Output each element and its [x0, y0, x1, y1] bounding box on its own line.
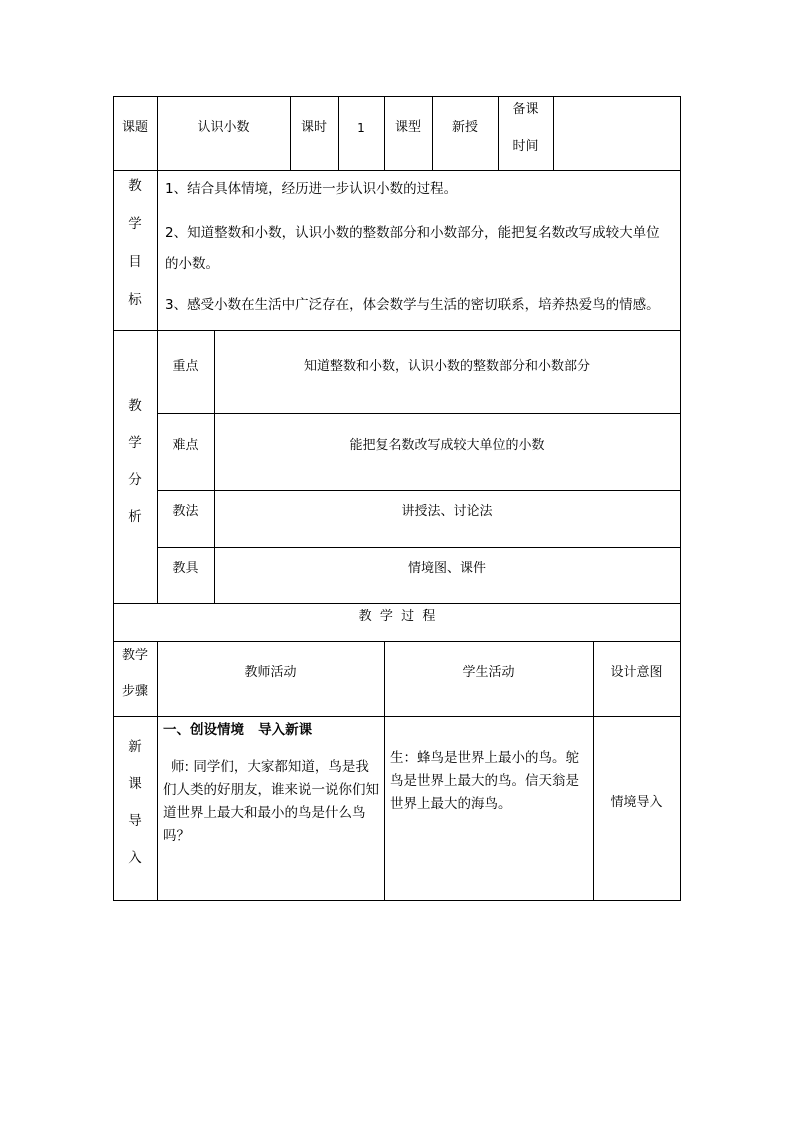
objectives-label-char: 标	[128, 292, 142, 308]
col-divider	[157, 170, 158, 330]
period-label: 课时	[300, 120, 327, 135]
row-divider	[113, 716, 681, 717]
key-point-label: 重点	[172, 359, 199, 374]
col-divider	[553, 96, 554, 170]
row-divider	[113, 170, 681, 171]
row-divider	[113, 330, 681, 331]
analysis-label	[113, 398, 157, 546]
objectives-label-char: 学	[128, 216, 142, 232]
teaching-tools-value: 情境图、课件	[407, 561, 486, 576]
teacher-activity-heading: 一、创设情境 导入新课	[163, 722, 313, 738]
student-activity-header: 学生活动	[462, 665, 515, 680]
type-value: 新授	[451, 120, 478, 135]
teacher-activity-header: 教师活动	[244, 665, 297, 680]
step-char: 课	[128, 776, 142, 792]
objectives-label	[113, 178, 157, 330]
process-title: 教 学 过 程	[358, 609, 436, 624]
design-intent-value: 情境导入	[610, 795, 663, 810]
step-header-line2: 步骤	[121, 684, 148, 699]
analysis-label-char: 析	[128, 509, 142, 525]
analysis-label-char: 教	[128, 398, 142, 414]
step-new-lesson-intro	[113, 739, 157, 887]
step-header-line1: 教学	[121, 648, 148, 663]
teaching-tools-label: 教具	[172, 561, 199, 576]
table-border-top	[113, 96, 681, 97]
prep-time-label-line2: 时间	[512, 139, 539, 154]
subject-value: 认识小数	[197, 120, 250, 135]
table-border-right	[680, 96, 681, 901]
row-divider	[157, 490, 681, 491]
objective-item-1: 1、结合具体情境，经历进一步认识小数的过程。	[165, 181, 458, 197]
step-char: 入	[128, 850, 142, 866]
objective-item-3: 3、感受小数在生活中广泛存在，体会数学与生活的密切联系，培养热爱鸟的情感。	[165, 297, 660, 313]
student-activity-text: 生：蜂鸟是世界上最小的鸟。鸵鸟是世界上最大的鸟。信天翁是世界上最大的海鸟。	[390, 750, 579, 812]
prep-time-label-line1: 备课	[512, 102, 539, 117]
step-char: 新	[128, 739, 142, 755]
row-divider	[113, 641, 681, 642]
difficulty-label: 难点	[172, 438, 199, 453]
type-label: 课型	[394, 120, 421, 135]
objectives-label-char: 教	[128, 178, 142, 194]
teacher-activity-text: 师: 同学们，大家都知道，鸟是我们人类的好朋友，谁来说一说你们知道世界上最大和最小的鸟是什么鸟吗？	[163, 759, 379, 844]
teaching-method-value: 讲授法、讨论法	[401, 504, 493, 519]
period-value: 1	[357, 121, 365, 135]
design-intent-header: 设计意图	[610, 665, 663, 680]
objective-item-2-line1: 2、知道整数和小数，认识小数的整数部分和小数部分，能把复名数改写成较大单位	[165, 225, 660, 241]
objectives-label-char: 目	[128, 254, 142, 270]
key-point-value: 知道整数和小数，认识小数的整数部分和小数部分	[303, 359, 590, 374]
analysis-label-char: 学	[128, 435, 142, 451]
row-divider	[157, 413, 681, 414]
table-border-bottom	[113, 900, 681, 901]
analysis-label-char: 分	[128, 472, 142, 488]
objective-item-2-line2: 的小数。	[165, 256, 219, 272]
difficulty-value: 能把复名数改写成较大单位的小数	[349, 438, 545, 453]
row-divider	[157, 547, 681, 548]
step-char: 导	[128, 813, 142, 829]
subject-label: 课题	[121, 120, 148, 135]
teaching-method-label: 教法	[172, 504, 199, 519]
row-divider	[113, 603, 681, 604]
